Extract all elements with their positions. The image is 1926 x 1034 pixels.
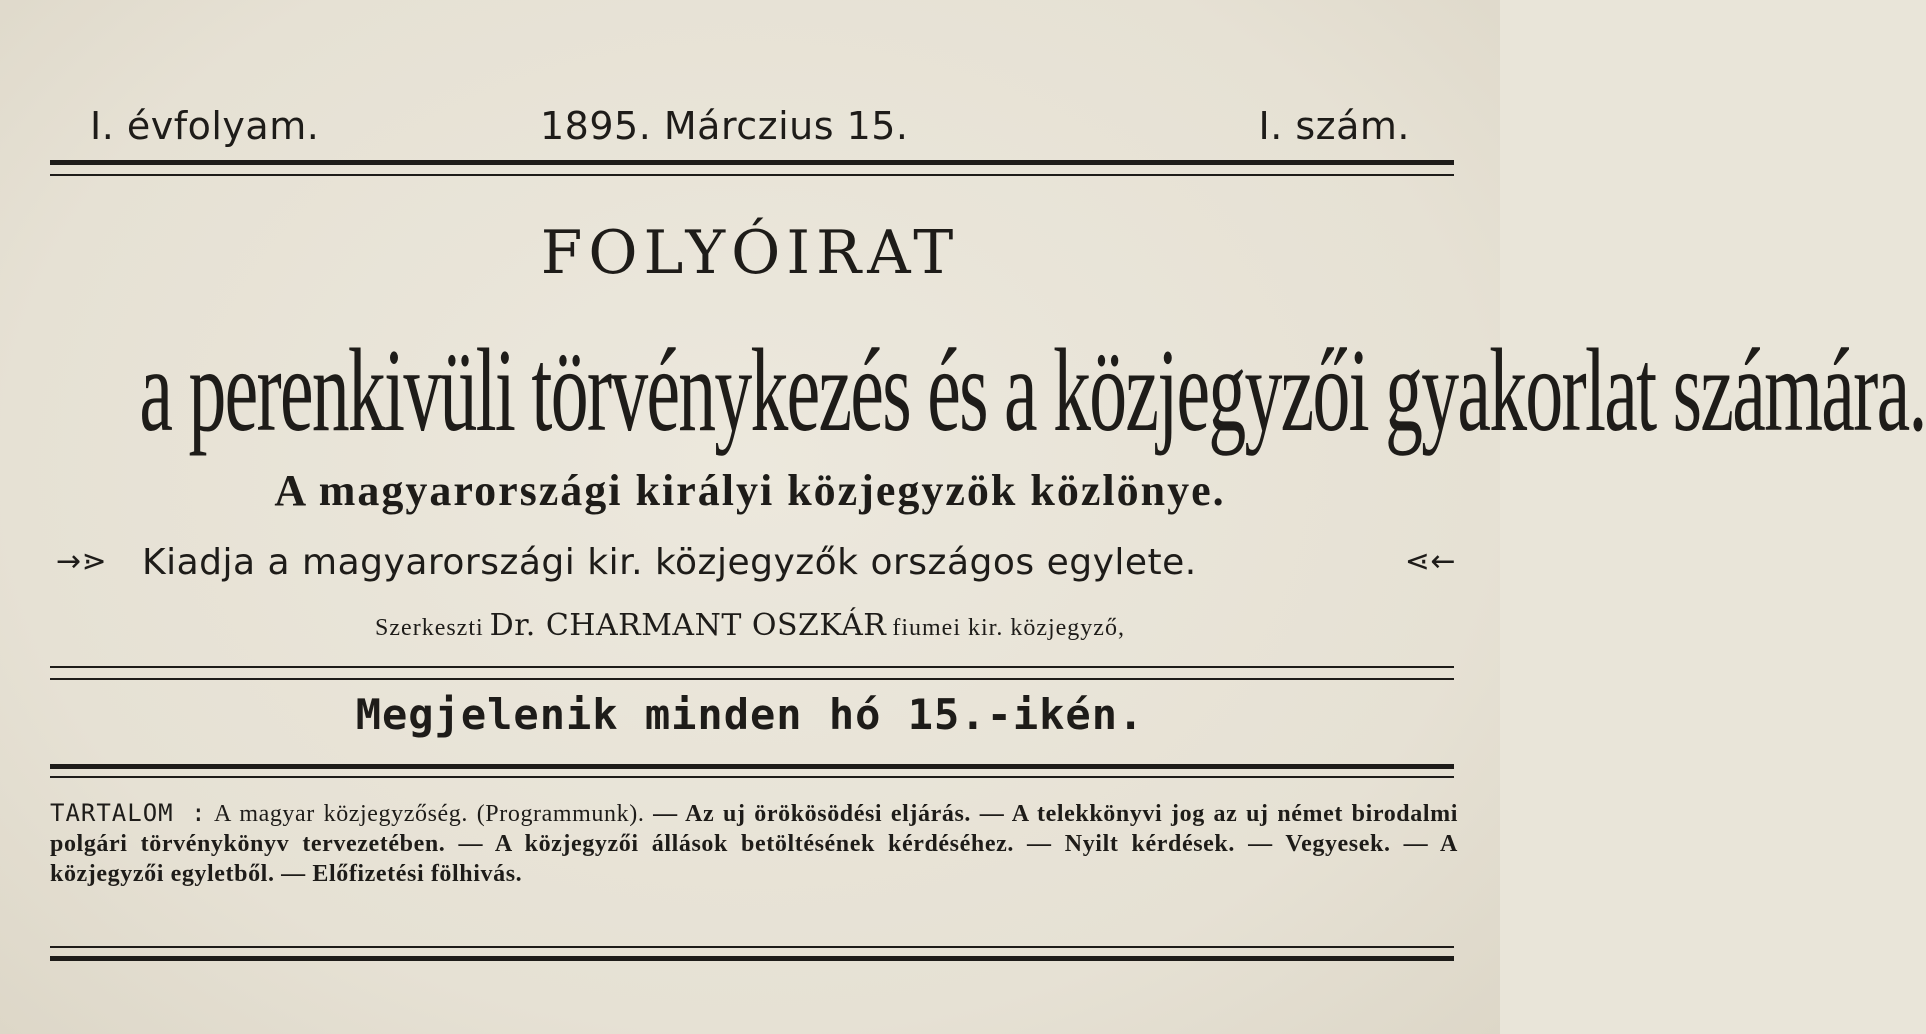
ornament-arrow-left-icon: →⋗ (56, 544, 108, 579)
issue-header (90, 104, 1410, 154)
organ-line: A magyarországi királyi közjegyzök közlönye. (274, 466, 1226, 515)
issue-date: 1895. Márczius 15. (540, 104, 909, 148)
contents-items: — Az uj örökösödési eljárás. — A telekkönyvi jog az uj német birodalmi polgári törvénykönyv tervezetében. — A közjegyzői állások betöltésének kérdéséhez. — Nyilt kérdések. — Vegyesek. — A közjegyzői egyletből. — Előfizetési fölhivás. (50, 801, 1458, 887)
publisher-line (56, 542, 1456, 598)
editor-line (0, 608, 1500, 643)
masthead-subtitle: a perenkivüli törvénykezés és a közjegyzői gyakorlat számára. (139, 326, 1926, 458)
editor-prefix: Szerkeszti (375, 615, 484, 641)
masthead-title: FOLYÓIRAT (540, 218, 960, 288)
header-rule-thin (50, 174, 1454, 176)
footer-rule-thin (50, 946, 1454, 948)
masthead-rule-upper (50, 666, 1454, 668)
footer-rule-thick (50, 956, 1454, 961)
contents-rule-thin (50, 776, 1454, 778)
editor-suffix: fiumei kir. közjegyző, (892, 615, 1125, 641)
publisher-text: Kiadja a magyarországi kir. közjegyzők országos egylete. (142, 542, 1197, 583)
table-of-contents (50, 798, 1458, 889)
contents-first-item: A magyar közjegyzőség. (Programmunk). (214, 801, 645, 827)
editor-name: Dr. CHARMANT OSZKÁR (489, 608, 887, 643)
contents-rule-thick (50, 764, 1454, 769)
volume-label: I. évfolyam. (90, 104, 320, 148)
masthead-rule-lower (50, 678, 1454, 680)
issue-number: I. szám. (1258, 104, 1410, 148)
contents-label: TARTALOM : (50, 799, 207, 827)
ornament-arrow-right-icon: ⋖← (1404, 544, 1456, 579)
publication-frequency: Megjelenik minden hó 15.-ikén. (355, 690, 1145, 739)
header-rule-thick (50, 160, 1454, 165)
